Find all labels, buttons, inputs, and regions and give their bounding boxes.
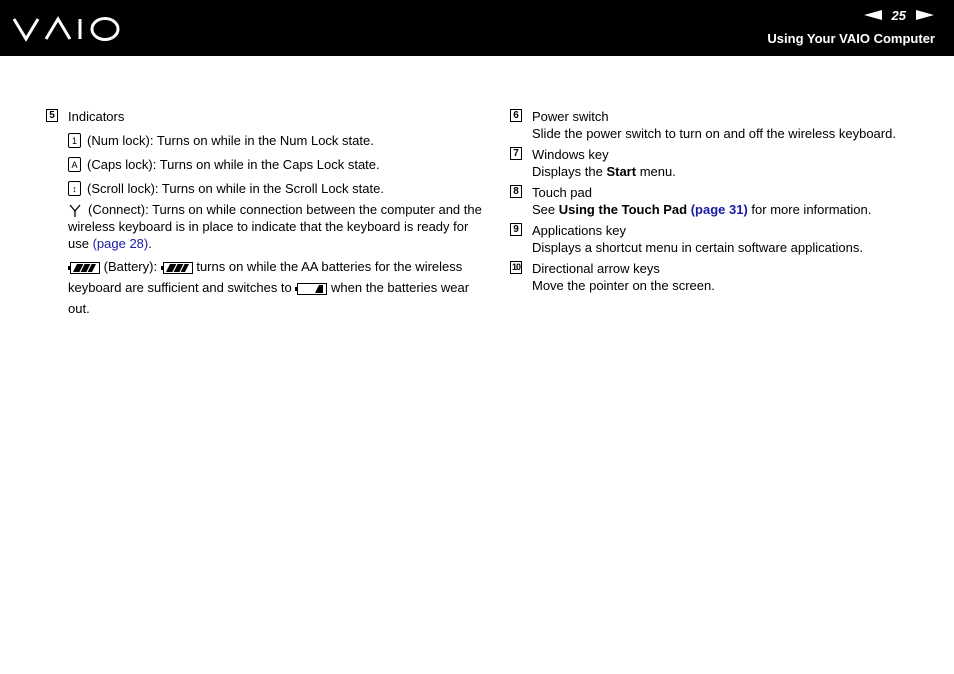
antenna-icon xyxy=(68,203,82,218)
num-lock-indicator xyxy=(68,132,486,149)
indicators-item xyxy=(46,108,486,319)
applications-key-title: Applications key xyxy=(532,223,626,238)
scroll-lock-indicator xyxy=(68,180,486,197)
connect-text: (Connect): Turns on while connection between the computer and the wireless keyboard is in place to indicate that the keyboard is ready for use xyxy=(68,202,482,252)
touch-pad-title: Touch pad xyxy=(532,185,592,200)
page-navigation xyxy=(864,6,934,24)
item-marker-6: 6 xyxy=(510,109,522,122)
battery-low-icon xyxy=(295,283,327,295)
battery-label: (Battery): xyxy=(103,259,158,275)
page-header xyxy=(0,0,954,56)
arrow-keys-desc: Move the pointer on the screen. xyxy=(532,278,715,293)
page-number: 25 xyxy=(891,7,906,23)
section-title: Using Your VAIO Computer xyxy=(767,31,935,46)
left-column xyxy=(46,108,486,319)
indicators-title: Indicators xyxy=(68,109,125,124)
battery-full-icon xyxy=(68,262,100,274)
right-column xyxy=(510,108,930,298)
scroll-lock-icon: ↕ xyxy=(68,181,81,196)
touch-pad-desc: See Using the Touch Pad (page 31) for more information. xyxy=(532,202,872,217)
num-lock-text: (Num lock): Turns on while in the Num Lock state. xyxy=(87,133,374,148)
caps-lock-indicator xyxy=(68,156,486,173)
vaio-logo xyxy=(12,14,122,44)
item-marker-5: 5 xyxy=(46,109,58,122)
page-28-link[interactable]: (page 28) xyxy=(92,236,149,252)
battery-indicator xyxy=(68,256,486,319)
item-marker-8: 8 xyxy=(510,185,522,198)
previous-page-icon[interactable] xyxy=(864,10,882,20)
applications-key-item xyxy=(510,222,930,256)
windows-key-desc: Displays the Start menu. xyxy=(532,164,676,179)
battery-text-2: when the batteries wear out. xyxy=(68,280,470,317)
caps-lock-icon: A xyxy=(68,157,81,172)
start-menu-label: Start xyxy=(606,164,637,179)
power-switch-item xyxy=(510,108,930,142)
arrow-keys-title: Directional arrow keys xyxy=(532,261,660,276)
applications-key-desc: Displays a shortcut menu in certain software applications. xyxy=(532,240,863,255)
scroll-lock-text: (Scroll lock): Turns on while in the Scroll Lock state. xyxy=(87,181,384,196)
battery-text-1: turns on while the AA batteries for the wireless keyboard are sufficient and switches to xyxy=(68,259,463,296)
windows-key-title: Windows key xyxy=(532,147,609,162)
touch-pad-reference: Using the Touch Pad xyxy=(558,202,688,217)
connect-indicator xyxy=(68,201,486,252)
battery-full-icon-2 xyxy=(161,262,193,274)
item-marker-9: 9 xyxy=(510,223,522,236)
next-page-icon[interactable] xyxy=(916,10,934,20)
item-marker-10: 10 xyxy=(511,262,520,272)
arrow-keys-item xyxy=(510,260,930,294)
caps-lock-text: (Caps lock): Turns on while in the Caps Lock state. xyxy=(87,157,380,172)
num-lock-icon: 1 xyxy=(68,133,81,148)
page-31-link[interactable]: (page 31) xyxy=(690,202,748,217)
power-switch-title: Power switch xyxy=(532,109,609,124)
connect-end: . xyxy=(148,236,152,252)
windows-key-item xyxy=(510,146,930,180)
item-marker-7: 7 xyxy=(510,147,522,160)
touch-pad-item xyxy=(510,184,930,218)
power-switch-desc: Slide the power switch to turn on and off the wireless keyboard. xyxy=(532,126,896,141)
